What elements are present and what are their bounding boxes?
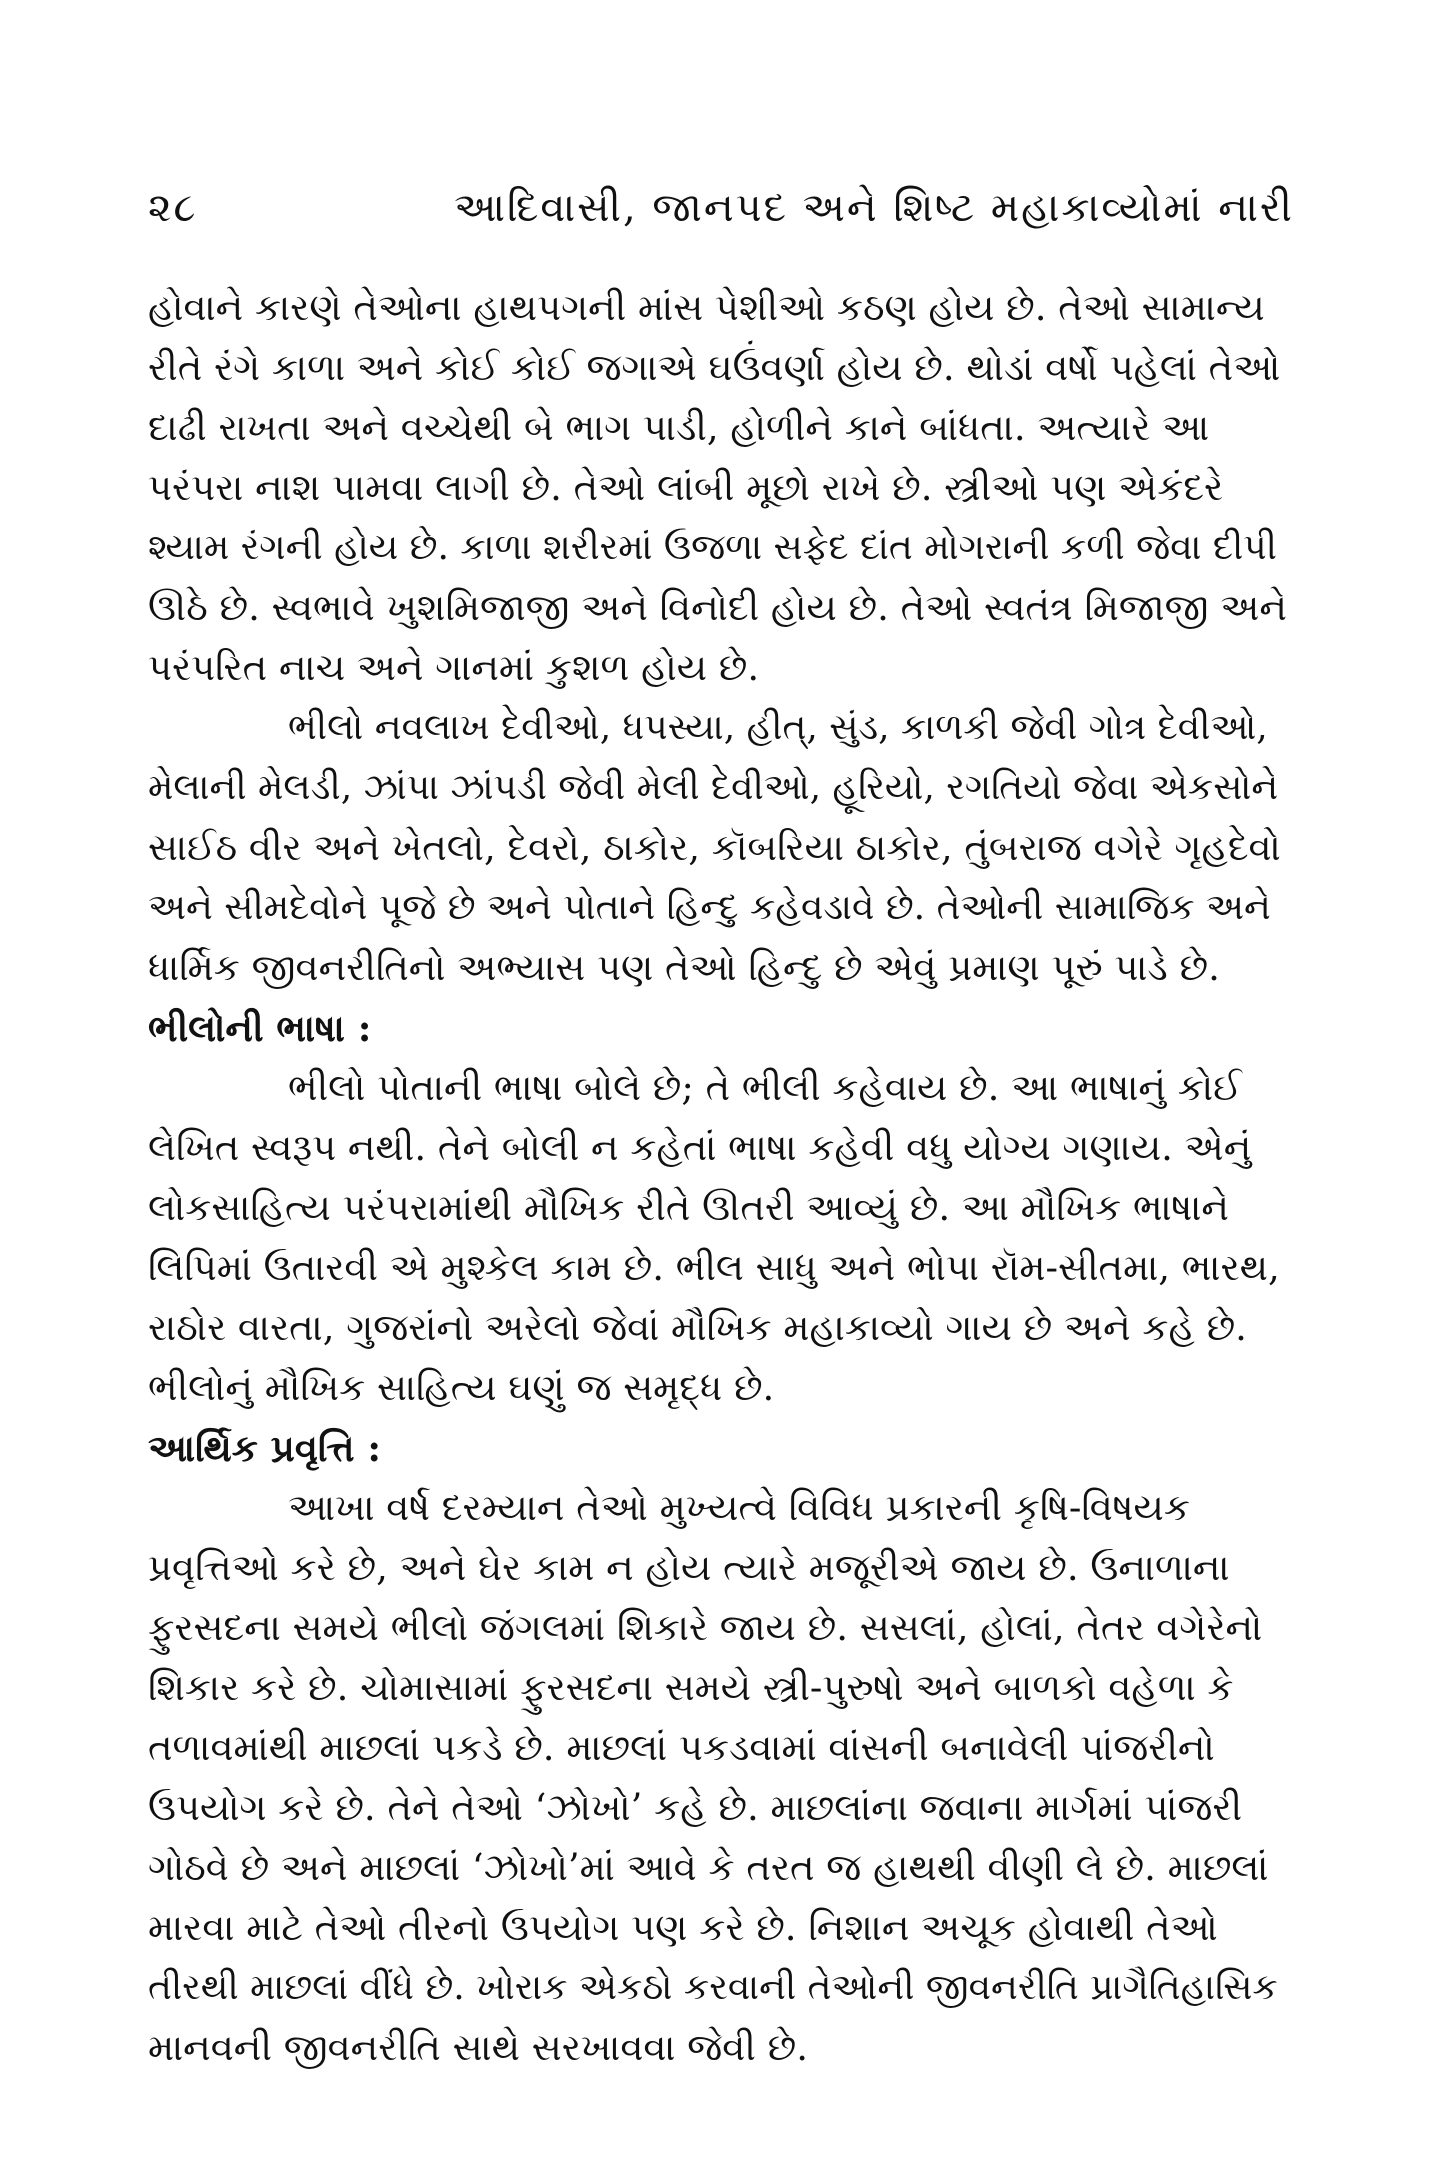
text-line: લેખિત સ્વરૂપ નથી. તેને બોલી ન કહેતાં ભાષા કહેવી વધુ યોગ્ય ગણાય. એનું xyxy=(148,1126,1252,1169)
text-line: પ્રવૃત્તિઓ કરે છે, અને ઘેર કામ ન હોય ત્યારે મજૂરીએ જાય છે. ઉનાળાના xyxy=(148,1546,1230,1589)
text-line: પરંપરા નાશ પામવા લાગી છે. તેઓ લાંબી મૂછો રાખે છે. સ્ત્રીઓ પણ એકંદરે xyxy=(148,466,1224,509)
text-line: ફુરસદના સમયે ભીલો જંગલમાં શિકારે જાય છે. સસલાં, હોલાં, તેતર વગેરેનો xyxy=(148,1606,1263,1649)
text-line: અને સીમદેવોને પૂજે છે અને પોતાને હિન્દુ કહેવડાવે છે. તેઓની સામાજિક અને xyxy=(148,887,1271,928)
text-line: તીરથી માછલાં વીંધે છે. ખોરાક એકઠો કરવાની તેઓની જીવનરીતિ પ્રાગૈતિહાસિક xyxy=(148,1967,1278,2008)
text-line: ભીલોનું મૌખિક સાહિત્ય ઘણું જ સમૃદ્ધ છે. xyxy=(148,1366,775,1409)
running-title: આદિવાસી, જાનપદ અને શિષ્ટ મહાકાવ્યોમાં નારી xyxy=(454,185,1294,231)
text-line: ઊઠે છે. સ્વભાવે ખુશમિજાજી અને વિનોદી હોય છે. તેઓ સ્વતંત્ર મિજાજી અને xyxy=(148,586,1287,629)
page-number: ૨૮ xyxy=(148,185,198,231)
text-line: રાઠોર વારતા, ગુજરાંનો અરેલો જેવાં મૌખિક મહાકાવ્યો ગાય છે અને કહે છે. xyxy=(148,1306,1247,1349)
paragraph-first-line: ભીલો પોતાની ભાષા બોલે છે; તે ભીલી કહેવાય છે. આ ભાષાનું કોઈ xyxy=(288,1066,1242,1109)
section-heading-language: ભીલોની ભાષા : xyxy=(148,1006,372,1050)
text-line: ધાર્મિક જીવનરીતિનો અભ્યાસ પણ તેઓ હિન્દુ છે એવું પ્રમાણ પૂરું પાડે છે. xyxy=(148,946,1220,989)
body-text xyxy=(148,278,1294,2078)
text-line: હોવાને કારણે તેઓના હાથપગની માંસ પેશીઓ કઠણ હોય છે. તેઓ સામાન્ય xyxy=(148,286,1265,329)
text-line: શિકાર કરે છે. ચોમાસામાં ફુરસદના સમયે સ્ત્રી-પુરુષો અને બાળકો વહેળા કે xyxy=(148,1666,1234,1709)
section-heading-economic-activity: આર્થિક પ્રવૃત્તિ : xyxy=(148,1426,382,1470)
text-line: સાઈઠ વીર અને ખેતલો, દેવરો, ઠાકોર, કૉબરિયા ઠાકોર, તુંબરાજ વગેરે ગૃહદેવો xyxy=(148,826,1281,869)
text-line: રીતે રંગે કાળા અને કોઈ કોઈ જગાએ ઘઉંવર્ણા હોય છે. થોડાં વર્ષો પહેલાં તેઓ xyxy=(148,346,1281,389)
text-line: પરંપરિત નાચ અને ગાનમાં કુશળ હોય છે. xyxy=(148,646,760,689)
text-line: લિપિમાં ઉતારવી એ મુશ્કેલ કામ છે. ભીલ સાધુ અને ભોપા રૉમ-સીતમા, ભારથ, xyxy=(148,1246,1280,1289)
text-line: તળાવમાંથી માછલાં પકડે છે. માછલાં પકડવામાં વાંસની બનાવેલી પાંજરીનો xyxy=(148,1726,1215,1769)
text-line: ગોઠવે છે અને માછલાં ‘ઝોખો’માં આવે કે તરત જ હાથથી વીણી લે છે. માછલાં xyxy=(148,1846,1269,1889)
text-line: મારવા માટે તેઓ તીરનો ઉપયોગ પણ કરે છે. નિશાન અચૂક હોવાથી તેઓ xyxy=(148,1906,1218,1949)
text-line: મેલાની મેલડી, ઝાંપા ઝાંપડી જેવી મેલી દેવીઓ, હૂરિયો, રગતિયો જેવા એકસોને xyxy=(148,767,1279,808)
paragraph-first-line: આખા વર્ષ દરમ્યાન તેઓ મુખ્યત્વે વિવિધ પ્રકારની કૃષિ-વિષયક xyxy=(288,1486,1190,1529)
text-line: શ્યામ રંગની હોય છે. કાળા શરીરમાં ઉજળા સફેદ દાંત મોગરાની કળી જેવા દીપી xyxy=(148,527,1277,568)
text-line: ઉપયોગ કરે છે. તેને તેઓ ‘ઝોખો’ કહે છે. માછલાંના જવાના માર્ગમાં પાંજરી xyxy=(148,1786,1243,1829)
text-line: દાઢી રાખતા અને વચ્ચેથી બે ભાગ પાડી, હોળીને કાને બાંધતા. અત્યારે આ xyxy=(148,406,1210,449)
text-line: માનવની જીવનરીતિ સાથે સરખાવવા જેવી છે. xyxy=(148,2026,809,2069)
text-line: લોકસાહિત્ય પરંપરામાંથી મૌખિક રીતે ઊતરી આવ્યું છે. આ મૌખિક ભાષાને xyxy=(148,1186,1229,1229)
paragraph-first-line: ભીલો નવલાખ દેવીઓ, ધપસ્યા, હીત્, સુંડ, કાળકી જેવી ગોત્ર દેવીઓ, xyxy=(288,707,1268,748)
running-header xyxy=(148,185,1294,245)
